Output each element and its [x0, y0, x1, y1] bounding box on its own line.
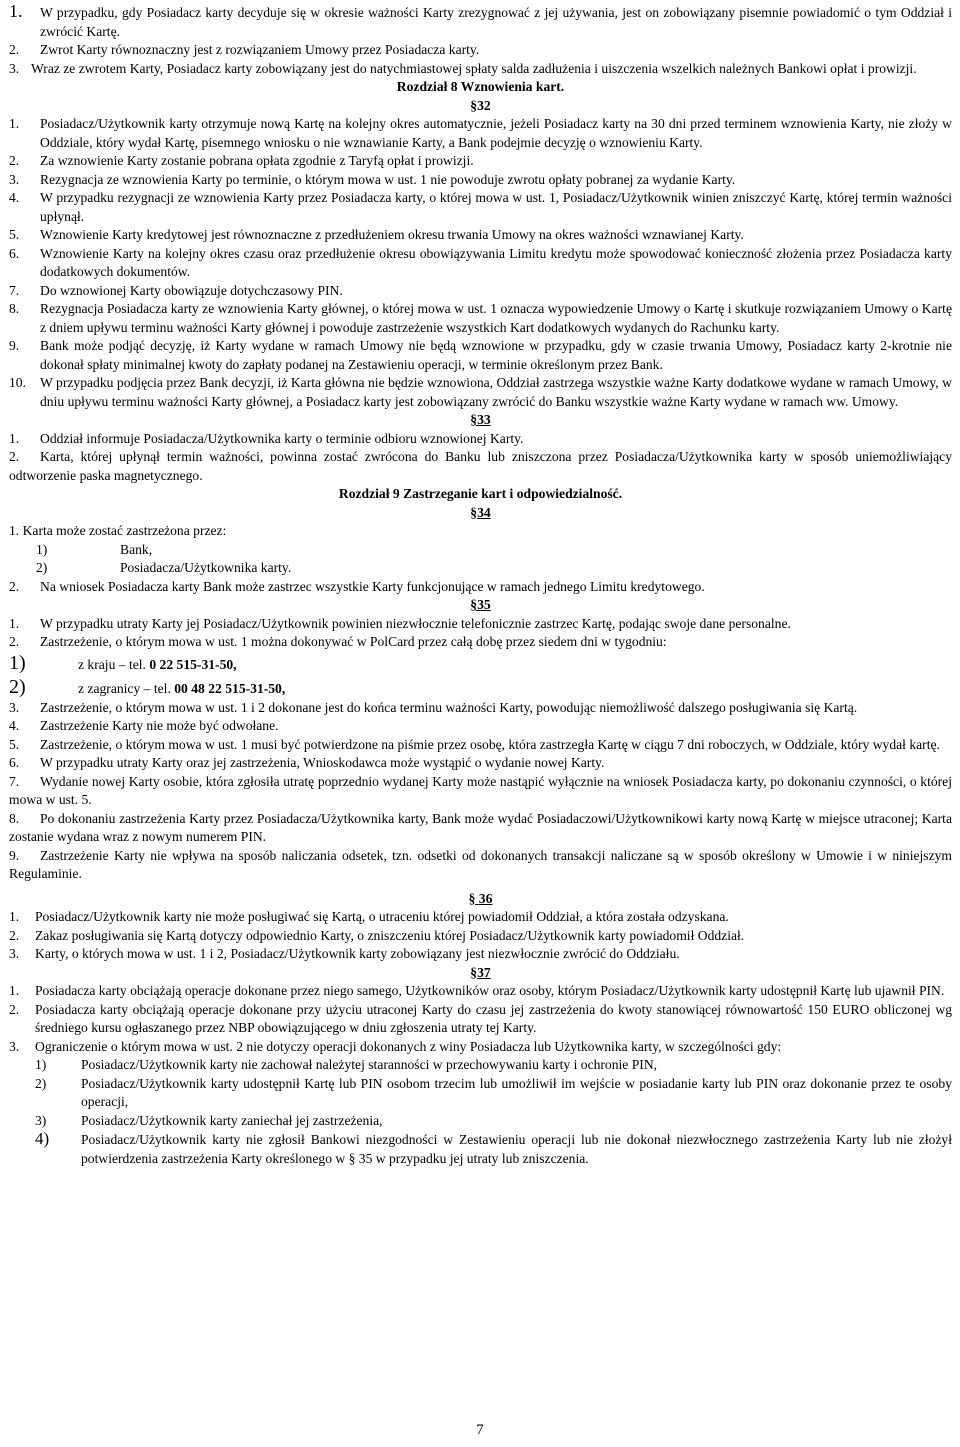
- phone-label: z kraju – tel.: [78, 656, 150, 672]
- list-item: [9, 754, 952, 773]
- list-item: [9, 1112, 952, 1131]
- list-item: [9, 1130, 952, 1168]
- item-text: W przypadku utraty Karty oraz jej zastrzeżenia, Wnioskodawca może wystąpić o wydanie nowej Karty.: [40, 755, 605, 770]
- phone-number: 00 48 22 515-31-50,: [174, 681, 286, 696]
- item-text: Karty, o których mowa w ust. 1 i 2, Posiadacz/Użytkownik karty zobowiązany jest niezwłocznie zwrócić do Oddziału.: [35, 946, 680, 961]
- item-number: 3): [35, 1112, 47, 1128]
- list-item: [9, 226, 952, 245]
- list-item: [9, 1038, 952, 1057]
- item-text: Rezygnacja Posiadacza karty ze wznowienia Karty głównej, o której mowa w ust. 1 oznacza wypowiedzenie Umowy o Kartę i skutkuje rozwiązaniem Umowy o Kartę z dniem upływu terminu ważności Karty głównej i powoduje zastrzeżenie wszystkich Kart dodatkowych wydanych do Rachunku karty.: [40, 301, 952, 335]
- item-number: 2.: [9, 578, 20, 594]
- item-text: W przypadku rezygnacji ze wznowienia Karty przez Posiadacza karty, o której mowa w ust. 1, Posiadacz/Użytkownik winien zniszczyć Kartę, której termin ważności upłynął.: [40, 190, 952, 224]
- item-text: Zakaz posługiwania się Kartą dotyczy odpowiednio Karty, o zniszczeniu której Posiadacz/Użytkownik karty powiadomił Oddział.: [35, 927, 745, 943]
- item-number: 3.: [9, 171, 20, 187]
- list-item: [9, 908, 952, 927]
- item-number: 1.: [9, 1, 23, 21]
- item-number: 7.: [9, 773, 20, 789]
- item-text: Posiadacza karty obciążają operacje dokonane przy użyciu utraconej Karty do czasu jej zastrzeżenia do kwoty stanowiącej równowartość 150 EURO obliczonej wg średniego kursu ogłaszanego przez NBP obowiązującego w dniu zgłoszenia utraty tej Karty.: [35, 1001, 952, 1035]
- item-text: Karta, której upłynął termin ważności, powinna zostać zwrócona do Banku lub zniszczona przez Posiadacza/Użytkownika karty w sposób uniemożliwiający odtworzenie paska magnetycznego.: [9, 449, 952, 483]
- list-item: [9, 541, 952, 560]
- item-number: 3.: [9, 60, 20, 76]
- item-text: Wraz ze zwrotem Karty, Posiadacz karty zobowiązany jest do natychmiastowej spłaty salda zadłużenia i uiszczenia wszelkich należnych Bankowi opłat i prowizji.: [31, 60, 917, 76]
- item-number: 7.: [9, 282, 20, 298]
- item-text: Do wznowionej Karty obowiązuje dotychczasowy PIN.: [40, 282, 343, 298]
- item-text: Bank,: [120, 541, 153, 557]
- item-text: Zastrzeżenie, o którym mowa w ust. 1 można dokonywać w PolCard przez całą dobę przez siedem dni w tygodniu:: [40, 634, 667, 649]
- list-item: [9, 1056, 952, 1075]
- section-37-title: §37: [470, 964, 491, 980]
- item-number: 1.: [9, 983, 20, 998]
- item-number: 4.: [9, 190, 20, 205]
- list-item: [9, 945, 952, 964]
- section-34-title: §34: [470, 504, 491, 520]
- item-number: 1.: [9, 909, 20, 924]
- item-text: Posiadacz/Użytkownik karty udostępnił Kartę lub PIN osobom trzecim lub umożliwił im wejście w posiadanie karty lub PIN oraz dokonanie przez te osoby operacji,: [81, 1075, 952, 1109]
- item-text: Zastrzeżenie, o którym mowa w ust. 1 i 2 dokonane jest do końca terminu ważności Karty, powodując niemożliwość dalszego posługiwania się Kartą.: [40, 699, 858, 715]
- item-text: Wznowienie Karty na kolejny okres czasu oraz przedłużenie okresu obowiązywania Limitu kredytu może spowodować konieczność złożenia przez Posiadacza karty dodatkowych dokumentów.: [40, 245, 952, 279]
- list-item: [9, 152, 952, 171]
- item-number: 1.: [9, 430, 20, 446]
- item-text: Po dokonaniu zastrzeżenia Karty przez Posiadacza/Użytkownika karty, Bank może wydać Posiadaczowi/Użytkownikowi karty nową Kartę w miejsce utraconej; Karta zostanie wydana wraz z nowym numerem PIN.: [9, 810, 952, 844]
- item-text: Zastrzeżenie, o którym mowa w ust. 1 musi być potwierdzone na piśmie przez osobę, która zastrzegła Kartę w ciągu 7 dni roboczych, w Oddziale, który wydał kartę.: [40, 736, 940, 752]
- item-text: Posiadacz/Użytkownik karty nie może posługiwać się Kartą, o utraceniu której powiadomił Oddział, a która została odzyskana.: [35, 909, 729, 924]
- item-number: 9.: [9, 338, 20, 353]
- list-item: [9, 1001, 952, 1038]
- list-item: [9, 430, 952, 449]
- list-item: [9, 717, 952, 736]
- item-number: 2.: [9, 449, 20, 464]
- item-number: 3.: [9, 1038, 20, 1054]
- item-number: 3.: [9, 699, 20, 715]
- item-number: 1): [35, 1057, 47, 1072]
- item-number: 1.: [9, 615, 20, 631]
- item-number: 2.: [9, 634, 20, 649]
- item-text: Wydanie nowej Karty osobie, która zgłosiła utratę poprzednio wydanej Karty może nastąpić wyłącznie na wniosek Posiadacza karty, po dokonaniu czynności, o której mowa w ust. 5.: [9, 773, 952, 807]
- section-32-title: §32: [470, 97, 491, 113]
- item-number: 2.: [9, 42, 20, 57]
- item-number: 4.: [9, 718, 20, 733]
- list-item: [9, 982, 952, 1001]
- list-item: 1. Karta może zostać zastrzeżona przez:: [9, 523, 227, 538]
- item-number: 2): [35, 1075, 47, 1091]
- section-32-list: [9, 115, 952, 411]
- item-number: 1.: [9, 116, 20, 131]
- list-item: [9, 171, 952, 190]
- page-number: 7: [476, 1422, 484, 1438]
- chapter-9-title: Rozdział 9 Zastrzeganie kart i odpowiedzialność.: [338, 486, 623, 501]
- item-number: 5.: [9, 736, 20, 752]
- chapter-8-title: Rozdział 8 Wznowienia kart.: [396, 79, 565, 94]
- list-item: [9, 927, 952, 946]
- list-item: [9, 115, 952, 152]
- item-text: Posiadacza/Użytkownika karty.: [120, 560, 292, 575]
- item-text: Na wniosek Posiadacza karty Bank może zastrzec wszystkie Karty funkcjonujące w ramach jednego Limitu kredytowego.: [40, 578, 705, 594]
- list-item: [9, 559, 952, 578]
- phone-number: 0 22 515-31-50,: [149, 656, 237, 672]
- list-item: [9, 773, 952, 810]
- item-text: Posiadacza karty obciążają operacje dokonane przez niego samego, Użytkowników oraz osoby, którym Posiadacz/Użytkownik karty udostępnił Kartę lub ujawnił PIN.: [35, 983, 945, 998]
- list-item: [9, 337, 952, 374]
- list-item: [9, 651, 952, 675]
- item-text: Rezygnacja ze wznowienia Karty po terminie, o którym mowa w ust. 1 nie powoduje zwrotu opłaty pobranej za wydanie Karty.: [40, 171, 736, 187]
- item-number: 2.: [9, 1001, 20, 1017]
- item-text: Oddział informuje Posiadacza/Użytkownika karty o terminie odbioru wznowionej Karty.: [40, 430, 524, 446]
- list-item: [9, 578, 952, 597]
- item-number: 6.: [9, 245, 20, 261]
- list-item: [9, 41, 952, 60]
- item-text: Zwrot Karty równoznaczny jest z rozwiązaniem Umowy przez Posiadacza karty.: [40, 42, 480, 57]
- item-number: 10.: [9, 375, 26, 390]
- item-text: Posiadacz/Użytkownik karty zaniechał jej zastrzeżenia,: [81, 1112, 383, 1128]
- item-number: 6.: [9, 755, 20, 770]
- list-item: [9, 847, 952, 884]
- item-text: W przypadku utraty Karty jej Posiadacz/Użytkownik powinien niezwłocznie telefonicznie zastrzec Kartę, podając swoje dane personalne.: [40, 615, 791, 631]
- item-text: Posiadacz/Użytkownik karty nie zgłosił Bankowi niezgodności w Zestawieniu operacji lub nie dokonał niezwłocznego zastrzeżenia Karty lub nie złożył potwierdzenia zastrzeżenia Karty określonego w § 35 w przypadku jej utraty lub zniszczenia.: [81, 1132, 952, 1166]
- item-text: Wznowienie Karty kredytowej jest równoznaczne z przedłużeniem okresu trwania Umowy na okres ważności wznawianej Karty.: [40, 227, 744, 242]
- item-number: 2.: [9, 153, 20, 168]
- item-text: Zastrzeżenie Karty nie wpływa na sposób naliczania odsetek, tzn. odsetki od dokonanych transakcji naliczane są w sposób określony w Umowie i w niniejszym Regulaminie.: [9, 847, 952, 881]
- item-number: 5.: [9, 227, 20, 242]
- item-text: Posiadacz/Użytkownik karty nie zachował należytej staranności w przechowywaniu karty i ochronie PIN,: [81, 1057, 658, 1072]
- list-item: [9, 60, 952, 79]
- item-number: 1): [36, 541, 48, 557]
- list-item: [9, 810, 952, 847]
- section-35-title: §35: [470, 597, 491, 612]
- list-item: [9, 245, 952, 282]
- item-number: 8.: [9, 301, 20, 316]
- list-item: [9, 374, 952, 411]
- item-text: Zastrzeżenie Karty nie może być odwołane.: [40, 718, 279, 733]
- item-text: W przypadku podjęcia przez Bank decyzji, iż Karta główna nie będzie wznowiona, Oddział zastrzega wszystkie ważne Karty dodatkowe wydane w ramach Umowy, w dniu upływu terminu ważności Karty głównej, a Posiadacz karty jest zobowiązany zwrócić do Banku wszystkie ważne Karty wydane w ramach ww. Umowy.: [40, 375, 952, 409]
- item-number: 2): [9, 676, 26, 698]
- section-36-title: § 36: [468, 890, 493, 906]
- list-item: [9, 736, 952, 755]
- item-number: 2): [36, 560, 48, 575]
- item-text: Za wznowienie Karty zostanie pobrana opłata zgodnie z Taryfą opłat i prowizji.: [40, 153, 474, 168]
- list-item: [9, 448, 952, 485]
- list-item: [9, 282, 952, 301]
- list-item: [9, 189, 952, 226]
- list-item: [9, 615, 952, 634]
- item-text: Bank może podjąć decyzję, iż Karty wydane w ramach Umowy nie będą wznowione w przypadku, gdy w czasie trwania Umowy, Posiadacz karty 2-krotnie nie dokonał spłaty minimalnej kwoty do zapłaty podanej na Zestawieniu operacji, w terminie określonym przez Bank.: [40, 338, 952, 372]
- item-number: 4): [35, 1129, 50, 1148]
- list-item: [9, 678, 952, 699]
- item-number: 2.: [9, 927, 20, 943]
- item-text: W przypadku, gdy Posiadacz karty decyduje się w okresie ważności Karty zrezygnować z jej używania, jest on zobowiązany pisemnie powiadomić o tym Oddział i zwrócić Kartę.: [40, 5, 952, 39]
- item-number: 9.: [9, 847, 20, 863]
- list-item: [9, 633, 952, 652]
- list-item: [9, 300, 952, 337]
- list-item: [9, 699, 952, 718]
- list-item: [9, 2, 952, 41]
- item-text: Posiadacz/Użytkownik karty otrzymuje nową Kartę na kolejny okres automatycznie, jeżeli Posiadacz karty na 30 dni przed terminem wznowienia Karty, nie złoży w Oddziale, który wydał Kartę, pisemnego wniosku o nie wznawianie Karty, a Bank podejmie decyzję o wznowieniu Karty.: [40, 116, 952, 150]
- item-number: 1): [9, 651, 26, 674]
- item-text: Ograniczenie o którym mowa w ust. 2 nie dotyczy operacji dokonanych z winy Posiadacza lub Użytkownika karty, w szczególności gdy:: [35, 1038, 782, 1054]
- item-number: 3.: [9, 946, 20, 961]
- item-number: 8.: [9, 810, 20, 826]
- phone-label: z zagranicy – tel.: [78, 681, 175, 696]
- list-item: [9, 1075, 952, 1112]
- section-33-title: §33: [470, 412, 491, 427]
